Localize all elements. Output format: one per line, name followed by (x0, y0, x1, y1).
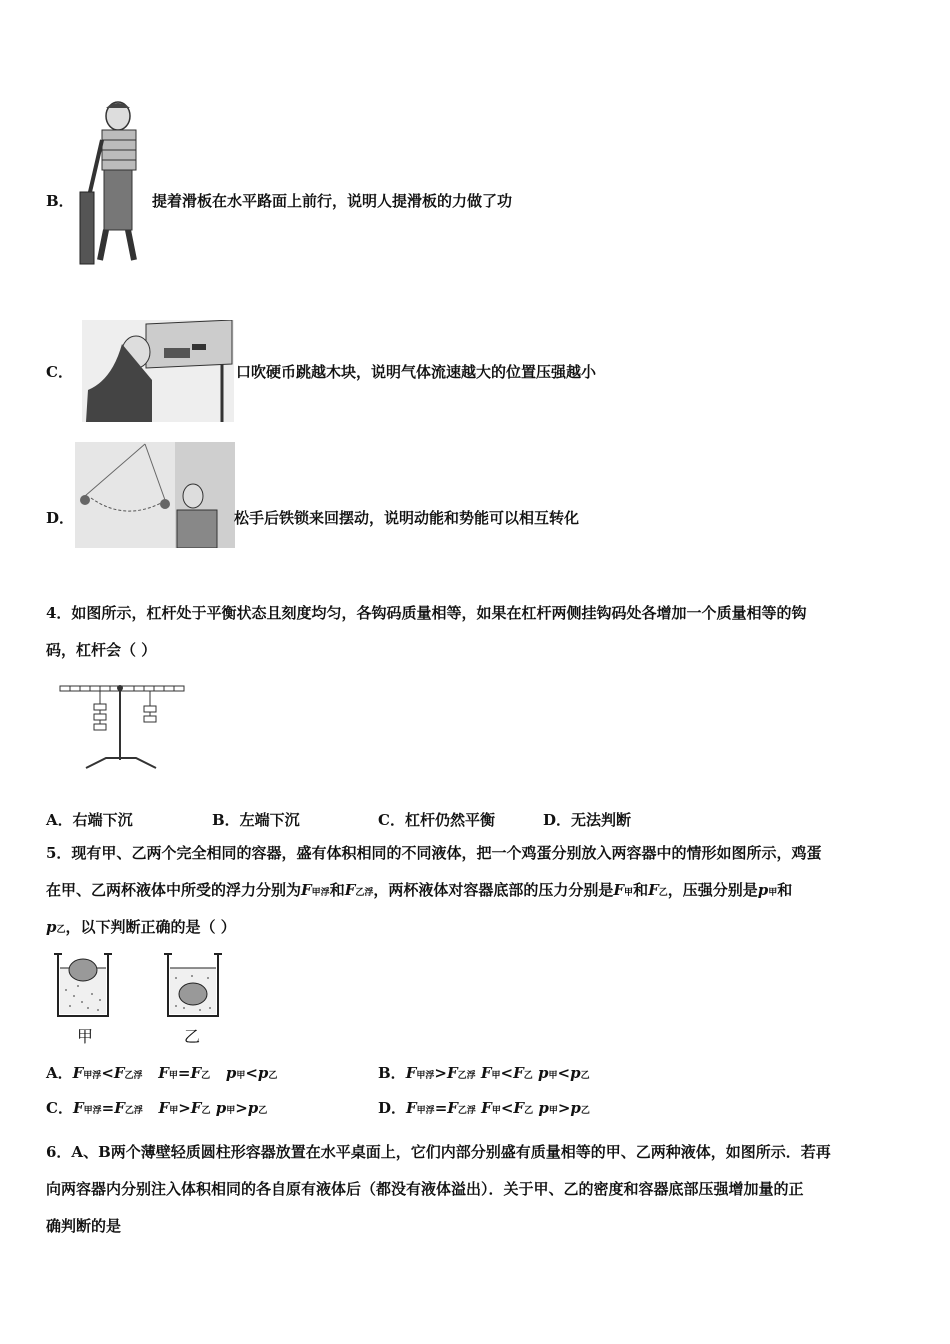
q4-stem-line2: 码，杠杆会（ ） (46, 641, 157, 659)
q6-stem-line2: 向两容器内分别注入体积相同的各自原有液体后（都没有液体溢出）．关于甲、乙的密度和容器底部压强增加量的正 (46, 1180, 804, 1198)
q5-option-b: B．F甲浮>F乙浮 F甲<F乙 p甲<p乙 (378, 1064, 590, 1082)
option-d-letter: D． (46, 509, 75, 527)
q5-stem-line3: p乙，以下判断正确的是（ ） (46, 918, 236, 936)
option-b-text: 提着滑板在水平路面上前行，说明人提滑板的力做了功 (152, 192, 513, 210)
q4-stem-line1: 4．如图所示，杠杆处于平衡状态且刻度均匀，各钩码质量相等，如果在杠杆两侧挂钩码处各增加一个质量相等的钩 (46, 604, 807, 622)
q5-stem-line1: 5．现有甲、乙两个完全相同的容器，盛有体积相同的不同液体，把一个鸡蛋分别放入两容器中的情形如图所示，鸡蛋 (46, 844, 822, 862)
q5-option-d: D．F甲浮=F乙浮 F甲<F乙 p甲>p乙 (378, 1099, 590, 1117)
q4-option-d: D．无法判断 (543, 811, 632, 829)
lever-diagram (56, 678, 188, 778)
q5-option-a: A．F甲浮<F乙浮 F甲=F乙 p甲<p乙 (46, 1064, 278, 1082)
boy-skateboard-picture (76, 100, 152, 276)
blowing-coin-picture (82, 320, 234, 426)
option-d-text: 松手后铁锁来回摆动，说明动能和势能可以相互转化 (234, 509, 580, 527)
q4-option-a: A．右端下沉 (46, 811, 133, 829)
pendulum-lock-picture (75, 442, 235, 552)
cup-yi-label: 乙 (184, 1027, 201, 1046)
q6-stem-line1: 6．A、B两个薄壁轻质圆柱形容器放置在水平桌面上，它们内部分别盛有质量相等的甲、乙两种液体，如图所示．若再 (46, 1143, 831, 1161)
q5-stem-line2: 在甲、乙两杯液体中所受的浮力分别为F甲浮和F乙浮，两杯液体对容器底部的压力分别是F甲和F乙，压强分别是p甲和 (46, 881, 793, 899)
option-c-text: 口吹硬币跳越木块，说明气体流速越大的位置压强越小 (236, 363, 597, 381)
q6-stem-line3: 确判断的是 (46, 1217, 122, 1235)
q4-option-b: B．左端下沉 (212, 811, 300, 829)
q4-option-c: C．杠杆仍然平衡 (378, 811, 495, 829)
option-b-letter: B． (46, 192, 74, 210)
q5-option-c: C．F甲浮=F乙浮 F甲>F乙 p甲>p乙 (46, 1099, 268, 1117)
cup-jia-label: 甲 (77, 1027, 94, 1046)
option-c-letter: C． (46, 363, 73, 381)
